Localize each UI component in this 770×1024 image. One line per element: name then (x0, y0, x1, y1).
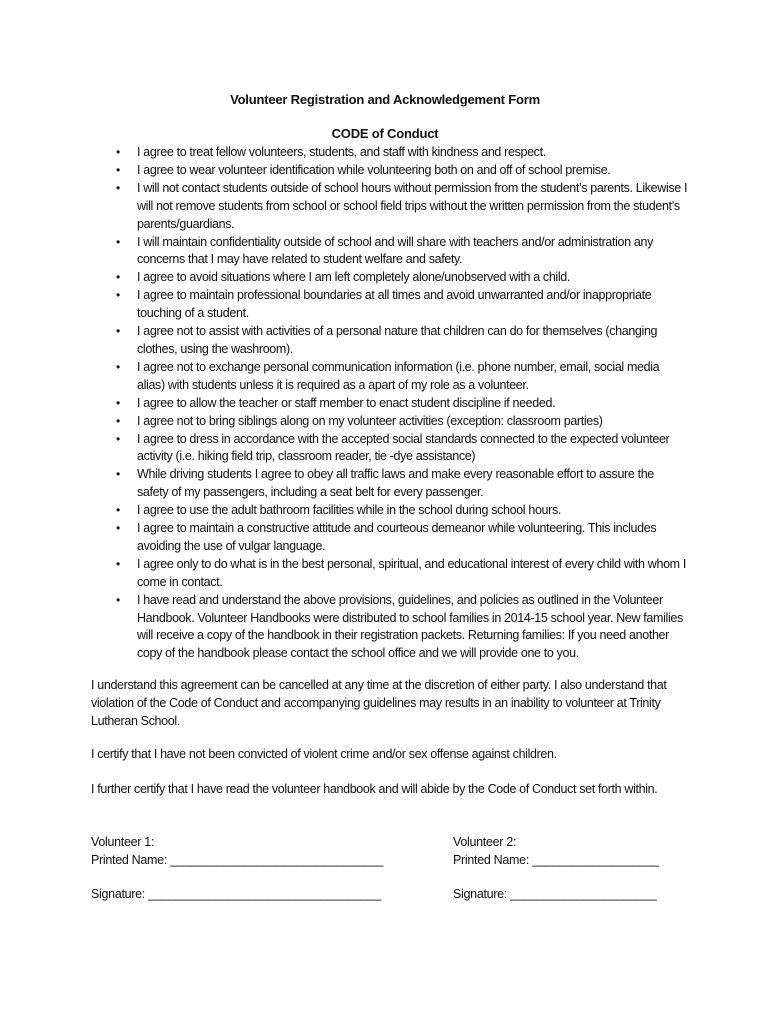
conduct-rule-item (116, 502, 688, 520)
form-title: Volunteer Registration and Acknowledgement Form (230, 92, 540, 107)
volunteer-1-printed-name-row (91, 852, 383, 870)
conduct-rule-text: I have read and understand the above provisions, guidelines, and policies as outlined in the Volunteer Handbook. Volunteer Handbooks were distributed to school families in 2014-15 school year. New families will receive a copy of the handbook in their registration packets. Returning families: If you need another copy of the handbook please contact the school office and we will provide one to you. (137, 592, 683, 661)
volunteer-1-printed-name-label: Printed Name: (91, 852, 167, 867)
conduct-rule-item (116, 395, 688, 413)
conduct-rule-text: I agree to use the adult bathroom facilities while in the school during school hours. (137, 503, 561, 518)
volunteer-2-signature-row (453, 886, 659, 904)
bullet-icon: • (116, 467, 120, 482)
volunteer-2-printed-name-line[interactable]: ___________________ (532, 852, 659, 867)
volunteer-2-heading: Volunteer 2: (453, 835, 517, 849)
conduct-rule-item (116, 269, 688, 287)
conduct-rule-item (116, 413, 688, 431)
bullet-icon: • (116, 145, 120, 159)
conduct-rule-item (116, 234, 688, 270)
volunteer-1-printed-name-line[interactable]: ________________________________ (170, 852, 384, 867)
volunteer-1-heading: Volunteer 1: (91, 835, 155, 849)
conduct-rule-text: I agree to maintain a constructive attitude and courteous demeanor while volunteering. This includes avoiding the use of vulgar language. (137, 521, 657, 553)
volunteer-2-signature-line[interactable]: ______________________ (510, 886, 657, 901)
conduct-rule-item (116, 180, 688, 234)
conduct-rule-item (116, 162, 688, 180)
conduct-rule-item (116, 431, 688, 467)
conduct-rule-item (116, 466, 688, 502)
conduct-rule-text: I agree to dress in accordance with the accepted social standards connected to the expected volunteer activity (i.e. hiking field trip, classroom reader, tie -dye assistance) (137, 431, 670, 464)
bullet-icon: • (116, 592, 120, 607)
conduct-rule-text: I agree not to bring siblings along on my volunteer activities (exception: classroom parties) (137, 413, 603, 428)
bullet-icon: • (116, 324, 120, 339)
conduct-rule-text: I agree to wear volunteer identification while volunteering both on and off of school premise. (137, 162, 611, 177)
conduct-rule-item (116, 144, 688, 162)
volunteer-1-signature-label: Signature: (91, 886, 145, 901)
conduct-rule-text: I will maintain confidentiality outside of school and will share with teachers and/or administration any concerns that I may have related to student welfare and safety. (137, 234, 653, 267)
conduct-rule-text: I agree to maintain professional boundaries at all times and avoid unwarranted and/or inappropriate touching of a student. (137, 288, 652, 321)
further-certify-paragraph: I further certify that I have read the volunteer handbook and will abide by the Code of Conduct set forth within. (91, 782, 658, 796)
agreement-paragraph: I understand this agreement can be cancelled at any time at the discretion of either party. I also understand that violation of the Code of Conduct and accompanying guidelines may results in an inability to volunteer at Trinity Lutheran School. (91, 678, 667, 728)
conduct-rule-text: While driving students I agree to obey all traffic laws and make every reasonable effort to assure the safety of my passengers, including a seat belt for every passenger. (137, 467, 654, 500)
conduct-rule-text: I agree not to assist with activities of a personal nature that children can do for themselves (changing clothes, using the washroom). (137, 324, 658, 356)
conduct-rule-item (116, 556, 688, 592)
volunteer-2-block (453, 834, 659, 904)
volunteer-1-signature-line[interactable]: ___________________________________ (148, 886, 381, 901)
bullet-icon: • (116, 162, 120, 177)
conduct-rule-text: I agree only to do what is in the best personal, spiritual, and educational interest of every child with whom I come in contact. (137, 556, 686, 589)
bullet-icon: • (116, 270, 120, 285)
code-of-conduct-list (116, 144, 688, 663)
bullet-icon: • (116, 413, 120, 428)
bullet-icon: • (116, 288, 120, 303)
bullet-icon: • (116, 234, 120, 249)
bullet-icon: • (116, 556, 120, 571)
volunteer-1-block (91, 834, 383, 904)
conduct-rule-text: I agree to allow the teacher or staff member to enact student discipline if needed. (137, 395, 556, 410)
conduct-rule-item (116, 359, 688, 395)
bullet-icon: • (116, 431, 120, 446)
conduct-rule-text: I agree not to exchange personal communication information (i.e. phone number, email, social media alias) with students unless it is required as a apart of my role as a volunteer. (137, 359, 660, 392)
volunteer-1-signature-row (91, 886, 383, 904)
bullet-icon: • (116, 521, 120, 536)
volunteer-2-signature-label: Signature: (453, 886, 507, 901)
bullet-icon: • (116, 395, 120, 410)
section-heading: CODE of Conduct (331, 126, 439, 141)
conduct-rule-text: I agree to treat fellow volunteers, students, and staff with kindness and respect. (137, 145, 546, 159)
conduct-rule-item (116, 592, 688, 664)
conduct-rule-item (116, 520, 688, 556)
conduct-rule-item (116, 323, 688, 359)
bullet-icon: • (116, 180, 120, 195)
certify-paragraph: I certify that I have not been convicted of violent crime and/or sex offense against children. (91, 747, 557, 761)
volunteer-2-printed-name-label: Printed Name: (453, 852, 529, 867)
bullet-icon: • (116, 359, 120, 374)
conduct-rule-item (116, 287, 688, 323)
conduct-rule-text: I will not contact students outside of school hours without permission from the student’s parents. Likewise I will not remove students from school or school field trips without the written permission from the student’s parents/guardians. (137, 180, 688, 231)
volunteer-2-printed-name-row (453, 852, 659, 870)
bullet-icon: • (116, 503, 120, 518)
conduct-rule-text: I agree to avoid situations where I am left completely alone/unobserved with a child. (137, 270, 571, 285)
